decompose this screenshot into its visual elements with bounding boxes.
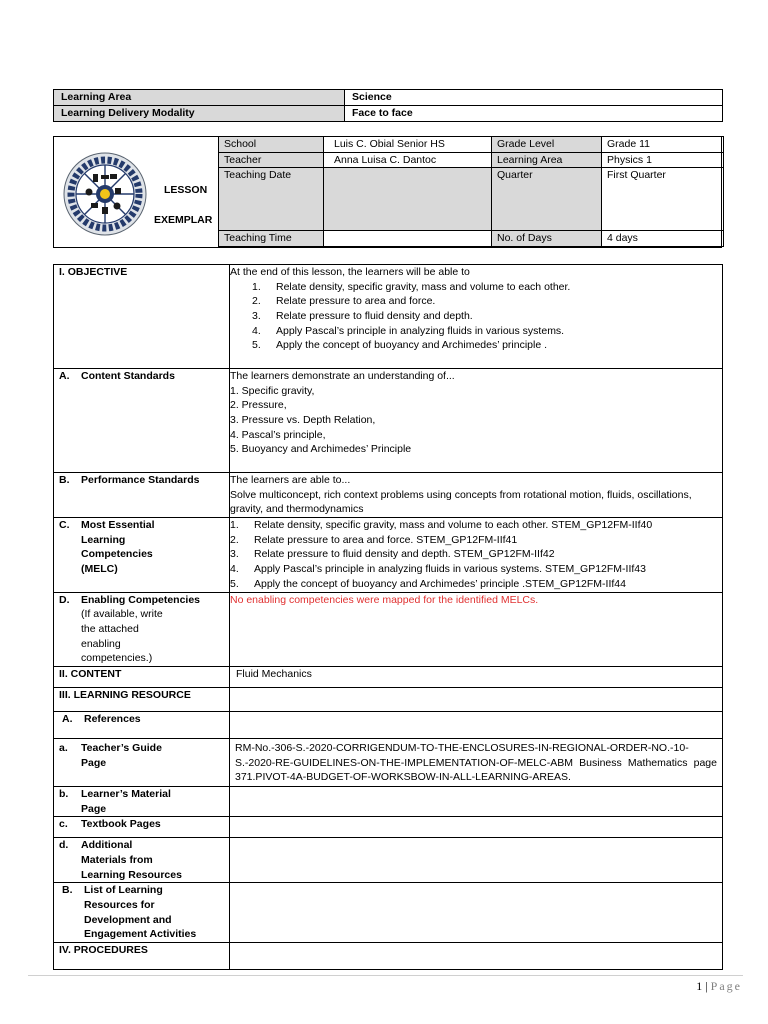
performance-standards-intro: The learners are able to... <box>230 474 351 486</box>
melc-letter: C. <box>59 519 70 532</box>
list-item: 5. Apply the concept of buoyancy and Archimedes’ principle . <box>252 339 548 352</box>
teaching-date-label: Teaching Date <box>219 168 324 231</box>
list-item: 5. Buoyancy and Archimedes’ Principle <box>230 443 412 456</box>
quarter-value: First Quarter <box>602 168 724 231</box>
melc-label-line: Competencies <box>81 548 153 561</box>
list-resources-label-line: Development and <box>84 913 172 926</box>
references-letter: A. <box>62 712 73 725</box>
page-footer <box>696 978 742 995</box>
teachers-guide-label-line: Teacher’s Guide <box>81 741 162 754</box>
content-value: Fluid Mechanics <box>230 666 723 687</box>
learners-material-label-line: Page <box>81 802 107 815</box>
teachers-guide-label-line: Page <box>81 756 107 769</box>
page-separator: | <box>705 979 708 993</box>
additional-letter: d. <box>59 839 69 852</box>
list-item: 2. Relate pressure to area and force. <box>252 295 436 308</box>
list-item: 1. Relate density, specific gravity, mass and volume to each other. <box>252 280 571 293</box>
procedures-label: IV. PROCEDURES <box>54 943 230 970</box>
list-item: 4. Pascal’s principle, <box>230 428 326 441</box>
teaching-time-row <box>219 231 724 247</box>
list-item: 1. Relate density, specific gravity, mass and volume to each other. STEM_GP12FM-IIf40 <box>230 519 653 532</box>
performance-standards-letter: B. <box>59 474 70 486</box>
melc-row <box>54 518 723 592</box>
list-item: 4. Apply Pascal’s principle in analyzing fluids in various systems. <box>252 324 565 337</box>
performance-standards-label: Performance Standards <box>81 474 200 486</box>
objective-intro: At the end of this lesson, the learners will be able to <box>230 266 470 278</box>
teacher-label: Teacher <box>219 152 324 168</box>
objective-list <box>230 280 717 353</box>
melc-label-line: Most Essential <box>81 519 155 532</box>
enabling-label: Enabling Competencies <box>81 593 201 606</box>
days-label: No. of Days <box>492 231 602 247</box>
content-standards-letter: A. <box>59 370 70 382</box>
performance-standards-text: Solve multiconcept, rich context problems using concepts from rotational motion, fluids, oscillations, gravity, and thermodynamics <box>230 488 692 516</box>
objective-item-text: Relate pressure to area and force. <box>276 295 436 308</box>
school-info-table <box>218 136 724 247</box>
list-resources-letter: B. <box>62 884 73 897</box>
additional-materials-row <box>54 838 723 883</box>
enabling-note-line: the attached <box>81 622 139 635</box>
melc-item-text: Apply Pascal’s principle in analyzing fluids in various systems. STEM_GP12FM-IIf43 <box>254 563 646 576</box>
textbook-row <box>54 817 723 838</box>
melc-item-text: Relate pressure to fluid density and depth. STEM_GP12FM-IIf42 <box>254 548 555 561</box>
enabling-note-line: enabling <box>81 637 121 650</box>
objective-item-text: Apply Pascal’s principle in analyzing fluids in various systems. <box>276 324 565 337</box>
school-seal-icon <box>63 152 147 236</box>
list-item: 5. Apply the concept of buoyancy and Archimedes’ principle .STEM_GP12FM-IIf44 <box>230 577 626 590</box>
list-item: 3. Relate pressure to fluid density and depth. STEM_GP12FM-IIf42 <box>230 548 555 561</box>
teachers-guide-value: RM-No.-306-S.-2020-CORRIGENDUM-TO-THE-ENCLOSURES-IN-REGIONAL-ORDER-NO.-10-S.-2020-RE-GUIDELINES-ON-THE-IMPLEMENTATION-OF-MELC-ABM Business Mathematics page 371.PIVOT-4A-BUDGET-OF-WORKSBOW-IN-ALL-LEARNING-AREAS. <box>230 738 723 786</box>
learning-area-row <box>54 90 723 106</box>
objective-row <box>54 265 723 369</box>
modality-row <box>54 106 723 122</box>
objective-item-text: Relate pressure to fluid density and depth. <box>276 310 473 323</box>
textbook-letter: c. <box>59 818 68 831</box>
school-info-block <box>53 136 722 248</box>
teaching-time-label: Teaching Time <box>219 231 324 247</box>
teachers-guide-row <box>54 738 723 786</box>
list-item: 3. Relate pressure to fluid density and depth. <box>252 310 473 323</box>
procedures-row <box>54 943 723 970</box>
footer-divider <box>28 975 743 976</box>
lesson-word: LESSON <box>164 184 208 196</box>
enabling-note-line: (If available, write <box>81 608 163 621</box>
list-of-resources-row <box>54 883 723 943</box>
quarter-label: Quarter <box>492 168 602 231</box>
grade-level-label: Grade Level <box>492 137 602 153</box>
objective-item-text: Relate density, specific gravity, mass and volume to each other. <box>276 280 571 293</box>
teaching-date-row <box>219 168 724 231</box>
melc-label-line: Learning <box>81 533 126 546</box>
list-item: 1. Specific gravity, <box>230 384 315 397</box>
grade-level-value: Grade 11 <box>602 137 724 153</box>
melc-item-text: Relate pressure to area and force. STEM_GP12FM-IIf41 <box>254 533 518 546</box>
list-resources-label-line: List of Learning <box>84 884 163 897</box>
list-resources-label-line: Resources for <box>84 899 155 912</box>
learning-area-label: Learning Area <box>54 90 345 106</box>
teacher-value: Anna Luisa C. Dantoc <box>324 152 492 168</box>
teaching-time-value <box>324 231 492 247</box>
page-word: Page <box>710 979 742 993</box>
list-resources-label-line: Engagement Activities <box>84 928 197 941</box>
performance-standards-row <box>54 473 723 518</box>
content-standards-row <box>54 369 723 473</box>
melc-item-text: Apply the concept of buoyancy and Archimedes’ principle .STEM_GP12FM-IIf44 <box>254 577 626 590</box>
enabling-note-line: competencies.) <box>81 652 153 665</box>
melc-item-text: Relate density, specific gravity, mass and volume to each other. STEM_GP12FM-IIf40 <box>254 519 653 532</box>
references-label: References <box>84 712 141 725</box>
learners-material-letter: b. <box>59 787 69 800</box>
header-table <box>53 89 723 122</box>
enabling-value: No enabling competencies were mapped for the identified MELCs. <box>230 592 723 666</box>
teaching-date-value <box>324 168 492 231</box>
melc-list <box>230 518 717 591</box>
school-label: School <box>219 137 324 153</box>
learning-area-label-2: Learning Area <box>492 152 602 168</box>
learners-material-row <box>54 786 723 816</box>
list-item: 2. Relate pressure to area and force. STEM_GP12FM-IIf41 <box>230 533 518 546</box>
teachers-guide-letter: a. <box>59 741 68 754</box>
melc-label-line: (MELC) <box>81 563 118 576</box>
objective-label: I. OBJECTIVE <box>54 265 230 369</box>
learning-area-value-2: Physics 1 <box>602 152 724 168</box>
enabling-competencies-row <box>54 592 723 666</box>
learning-resource-row <box>54 687 723 711</box>
learning-area-value: Science <box>345 90 723 106</box>
content-label: II. CONTENT <box>54 666 230 687</box>
additional-label-line: Materials from <box>81 854 153 866</box>
objective-item-text: Apply the concept of buoyancy and Archimedes’ principle . <box>276 339 548 352</box>
textbook-label: Textbook Pages <box>81 818 161 831</box>
content-standards-label: Content Standards <box>81 370 175 382</box>
exemplar-word: EXEMPLAR <box>154 214 213 226</box>
school-value: Luis C. Obial Senior HS <box>324 137 492 153</box>
modality-label: Learning Delivery Modality <box>54 106 345 122</box>
school-row <box>219 137 724 153</box>
list-item: 2. Pressure, <box>230 399 287 412</box>
additional-label-line: Learning Resources <box>81 868 182 881</box>
enabling-letter: D. <box>59 593 70 606</box>
teacher-row <box>219 152 724 168</box>
list-item: 3. Pressure vs. Depth Relation, <box>230 414 376 427</box>
references-row <box>54 711 723 738</box>
learning-resource-label: III. LEARNING RESOURCE <box>54 687 230 711</box>
list-item: 4. Apply Pascal’s principle in analyzing fluids in various systems. STEM_GP12FM-IIf43 <box>230 563 646 576</box>
modality-value: Face to face <box>345 106 723 122</box>
learners-material-label-line: Learner’s Material <box>81 787 171 800</box>
additional-label-line: Additional <box>81 839 133 852</box>
content-row <box>54 666 723 687</box>
page-number: 1 <box>696 979 703 993</box>
lesson-plan-table <box>53 264 723 970</box>
days-value: 4 days <box>602 231 724 247</box>
content-standards-intro: The learners demonstrate an understanding of... <box>230 370 455 382</box>
